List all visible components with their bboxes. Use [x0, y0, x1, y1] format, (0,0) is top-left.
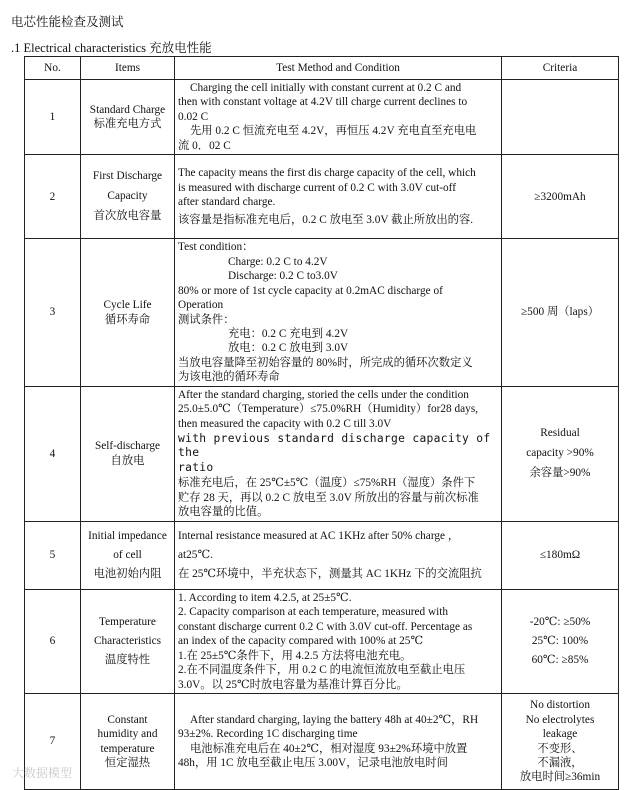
item-cell [81, 155, 175, 239]
method-line: is measured with discharge current of 0.2 C with 3.0V cut-off [178, 181, 456, 194]
method-line: after standard charge. [178, 196, 276, 209]
criteria-line: capacity >90% [526, 446, 594, 459]
method-line: Internal resistance measured at AC 1KHz after 50% charge ， [178, 529, 460, 542]
item-line: temperature [100, 742, 155, 755]
item-line: 恒定湿热 [104, 756, 151, 769]
item-line: 标准充电方式 [93, 118, 162, 131]
method-line: 当放电容量降至初始容量的 80%时，所完成的循环次数定义 [178, 356, 473, 369]
row-number: 1 [25, 80, 81, 155]
method-line: 测试条件： [178, 313, 235, 326]
item-cell [81, 386, 175, 521]
table-row [25, 155, 619, 239]
method-line: 0.02 C [178, 110, 209, 123]
method-line: The capacity means the first dis charge capacity of the cell, which [178, 167, 476, 180]
method-line: 流 0．02 C [178, 139, 231, 152]
method-line: an index of the capacity compared with 100% at 25℃ [178, 635, 424, 648]
method-line: Discharge: 0.2 C to3.0V [228, 270, 338, 283]
method-line: then measured the capacity with 0.2 C till 3.0V [178, 418, 392, 431]
method-cell [175, 80, 502, 155]
method-line: constant discharge current 0.2 C with 3.0V cut-off. Percentage as [178, 620, 473, 633]
criteria-line: -20℃: ≥50% [529, 615, 591, 628]
item-line: 首次放电容量 [93, 209, 162, 222]
method-line: 标准充电后，在 25℃±5℃（温度）≤75%RH（湿度）条件下 [178, 476, 476, 489]
item-line: Constant [107, 713, 148, 726]
row-number: 6 [25, 589, 81, 693]
criteria-line: 不漏液， [537, 756, 583, 769]
item-line: Self-discharge [94, 440, 161, 453]
method-line: then with constant voltage at 4.2V till charge current declines to [178, 96, 468, 109]
criteria-cell [502, 589, 619, 693]
criteria-line: 不变形、 [537, 742, 583, 755]
item-line: Standard Charge [89, 103, 166, 116]
method-line: 2. Capacity comparison at each temperature, measured with [178, 606, 449, 619]
method-cell [175, 694, 502, 790]
item-cell [81, 694, 175, 790]
criteria-line: 60℃: ≥85% [531, 654, 589, 667]
method-cell [175, 239, 502, 387]
item-line: Capacity [107, 189, 148, 202]
criteria-line: 余容量>90% [529, 466, 591, 479]
criteria-line: ≥3200mAh [534, 190, 586, 203]
method-line: Operation [178, 299, 224, 312]
criteria-cell [502, 80, 619, 155]
method-line: at25℃. [178, 548, 213, 561]
column-header-items: Items [81, 57, 175, 80]
method-line: 该容量是指标准充电后，0.2 C 放电至 3.0V 截止所放出的容. [178, 213, 474, 226]
criteria-cell [502, 386, 619, 521]
method-line: 先用 0.2 C 恒流充电至 4.2V，再恒压 4.2V 充电直至充电电 [190, 125, 477, 138]
item-line: Initial impedance [88, 529, 167, 542]
row-number: 4 [25, 386, 81, 521]
criteria-line: ≤180mΩ [539, 549, 581, 562]
criteria-cell [502, 694, 619, 790]
method-line: 充电：0.2 C 充电到 4.2V [228, 327, 349, 340]
criteria-line: No electrolytes [525, 713, 595, 726]
method-line: 放电：0.2 C 放电到 3.0V [228, 342, 349, 355]
method-line: with previous standard discharge capacity of the [178, 431, 491, 460]
method-line: 电池标准充电后在 40±2℃，相对湿度 93±2%环境中放置 [190, 742, 468, 755]
method-line: After standard charging, laying the battery 48h at 40±2℃，RH [190, 713, 479, 726]
item-line: First Discharge [92, 170, 163, 183]
row-number: 7 [25, 694, 81, 790]
method-line: 3.0V。以 25℃时放电容量为基准计算百分比。 [178, 678, 408, 691]
method-cell [175, 155, 502, 239]
table-row [25, 521, 619, 589]
item-line: 电池初始内阻 [93, 567, 162, 580]
method-line: 93±2%. Recording 1C discharging time [178, 728, 358, 741]
method-line: Charging the cell initially with constant current at 0.2 C and [190, 82, 462, 94]
method-line: 在 25℃环境中，半充状态下，测量其 AC 1KHz 下的交流阻抗 [178, 567, 482, 580]
item-line: Characteristics [93, 634, 162, 647]
method-line: 1. According to item 4.2.5, at 25±5℃. [178, 591, 352, 604]
item-cell [81, 239, 175, 387]
method-line: 25.0±5.0℃（Temperature）≤75.0%RH（Humidity）for28 days, [178, 403, 479, 416]
method-line: 48h，用 1C 放电至截止电压 3.00V，记录电池放电时间 [178, 756, 448, 769]
item-line: humidity and [97, 728, 158, 741]
criteria-line: leakage [542, 728, 578, 741]
item-line: Temperature [99, 615, 156, 628]
item-cell [81, 80, 175, 155]
row-number: 3 [25, 239, 81, 387]
electrical-characteristics-table [24, 56, 619, 790]
method-line: 为该电池的循环寿命 [178, 371, 280, 384]
method-cell [175, 521, 502, 589]
item-cell [81, 521, 175, 589]
table-row [25, 589, 619, 693]
criteria-line: ≥500 周（laps） [520, 306, 600, 319]
method-line: 80% or more of 1st cycle capacity at 0.2mAC discharge of [178, 284, 443, 297]
method-line: Test condition： [178, 241, 254, 254]
method-line: Charge: 0.2 C to 4.2V [228, 255, 328, 268]
method-line: 1.在 25±5℃条件下，用 4.2.5 方法将电池充电。 [178, 649, 412, 662]
item-line: 循环寿命 [104, 313, 151, 326]
row-number: 5 [25, 521, 81, 589]
table-row [25, 239, 619, 387]
item-line: of cell [113, 548, 142, 561]
page-heading: 电芯性能检查及测试 [11, 15, 124, 29]
method-line: 2.在不同温度条件下，用 0.2 C 的电流恒流放电至截止电压 [178, 664, 466, 677]
criteria-line: 25℃: 100% [531, 634, 589, 647]
criteria-cell [502, 155, 619, 239]
criteria-cell [502, 521, 619, 589]
method-cell [175, 386, 502, 521]
column-header-criteria: Criteria [502, 57, 619, 80]
criteria-line: 放电时间≥36min [519, 771, 601, 784]
table-row [25, 694, 619, 790]
method-line: 贮存 28 天，再以 0.2 C 放电至 3.0V 所放出的容量与前次标准 [178, 491, 479, 504]
method-line: After the standard charging, storied the cells under the condition [178, 388, 469, 401]
criteria-cell [502, 239, 619, 387]
method-line: 放电容量的比值。 [178, 506, 269, 519]
table-row [25, 80, 619, 155]
column-header-no: No. [25, 57, 81, 80]
watermark: 大数据模型 [12, 766, 73, 780]
criteria-line: No distortion [530, 699, 590, 712]
item-cell [81, 589, 175, 693]
row-number: 2 [25, 155, 81, 239]
item-line: 自放电 [110, 454, 145, 467]
item-line: Cycle Life [103, 299, 152, 312]
method-line: ratio [178, 461, 214, 475]
table-row [25, 386, 619, 521]
criteria-line: Residual [540, 427, 580, 440]
item-line: 温度特性 [104, 654, 151, 667]
column-header-method: Test Method and Condition [175, 57, 502, 80]
section-heading: .1 Electrical characteristics 充放电性能 [11, 41, 212, 55]
table-header-row [25, 57, 619, 80]
method-cell [175, 589, 502, 693]
